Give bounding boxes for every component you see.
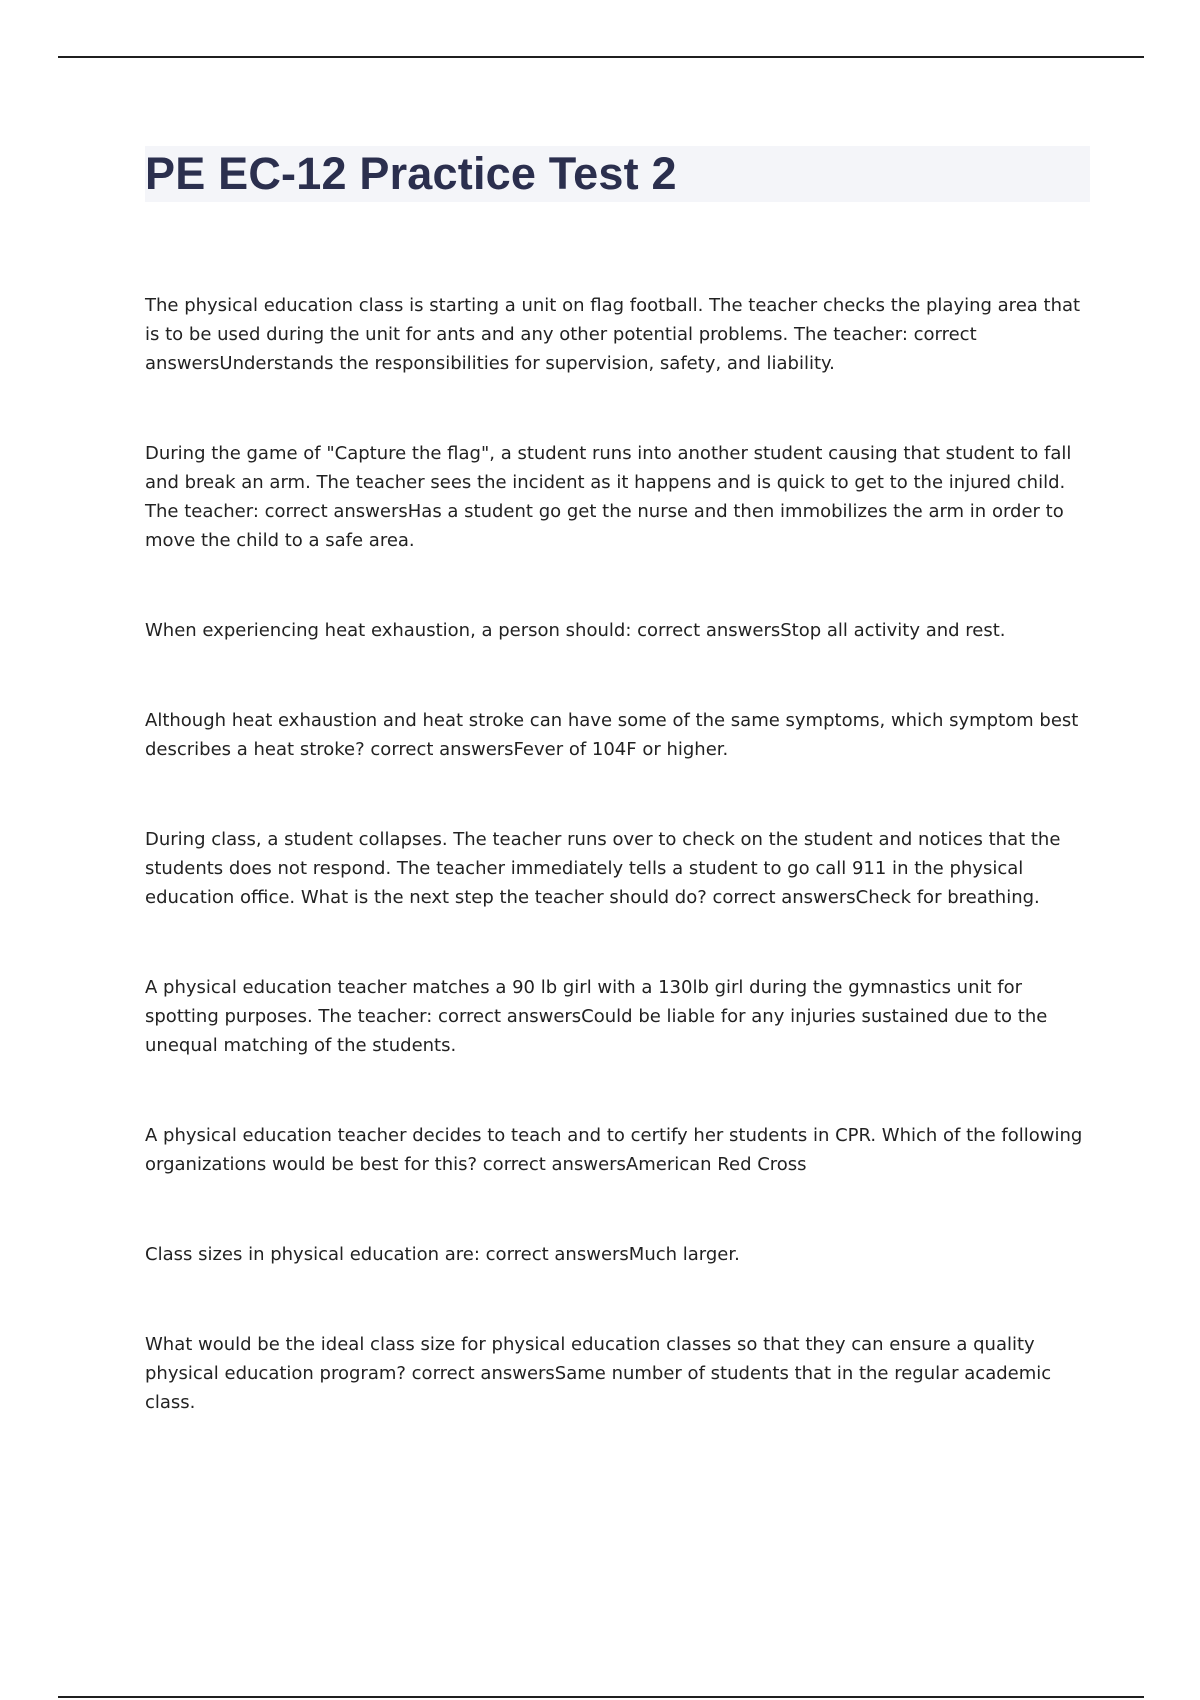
question-answer-7: A physical education teacher decides to teach and to certify her students in CPR. Which of the following organizations would be best for this? correct answersAmerican Red Cross	[145, 1125, 1083, 1175]
question-answer-8: Class sizes in physical education are: correct answersMuch larger.	[145, 1244, 740, 1265]
question-answer-5: During class, a student collapses. The teacher runs over to check on the student and notices that the students does not respond. The teacher immediately tells a student to go call 911 in the physical education office. What is the next step the teacher should do? correct answersCheck for breathing.	[145, 829, 1061, 908]
question-answer-4: Although heat exhaustion and heat stroke can have some of the same symptoms, which symptom best describes a heat stroke? correct answersFever of 104F or higher.	[145, 710, 1079, 760]
header-rule	[58, 56, 1144, 58]
footer-rule	[58, 1696, 1144, 1698]
question-answer-2: During the game of "Capture the flag", a student runs into another student causing that student to fall and break an arm. The teacher sees the incident as it happens and is quick to get to the injured child. The teacher: correct answersHas a student go get the nurse and then immobilizes the arm in order to move the child to a safe area.	[145, 443, 1072, 551]
question-answer-6: A physical education teacher matches a 90 lb girl with a 130lb girl during the gymnastics unit for spotting purposes. The teacher: correct answersCould be liable for any injuries sustained due to the unequal matching of the students.	[145, 977, 1048, 1056]
question-answer-1: The physical education class is starting a unit on flag football. The teacher checks the playing area that is to be used during the unit for ants and any other potential problems. The teacher: correct answersUnderstands the responsibilities for supervision, safety, and liability.	[145, 295, 1081, 374]
question-list	[145, 291, 1090, 1417]
question-answer-9: What would be the ideal class size for physical education classes so that they can ensure a quality physical education program? correct answersSame number of students that in the regular academic class.	[145, 1334, 1052, 1413]
page-title: PE EC-12 Practice Test 2	[145, 148, 677, 199]
question-answer-3: When experiencing heat exhaustion, a person should: correct answersStop all activity and rest.	[145, 620, 1006, 641]
